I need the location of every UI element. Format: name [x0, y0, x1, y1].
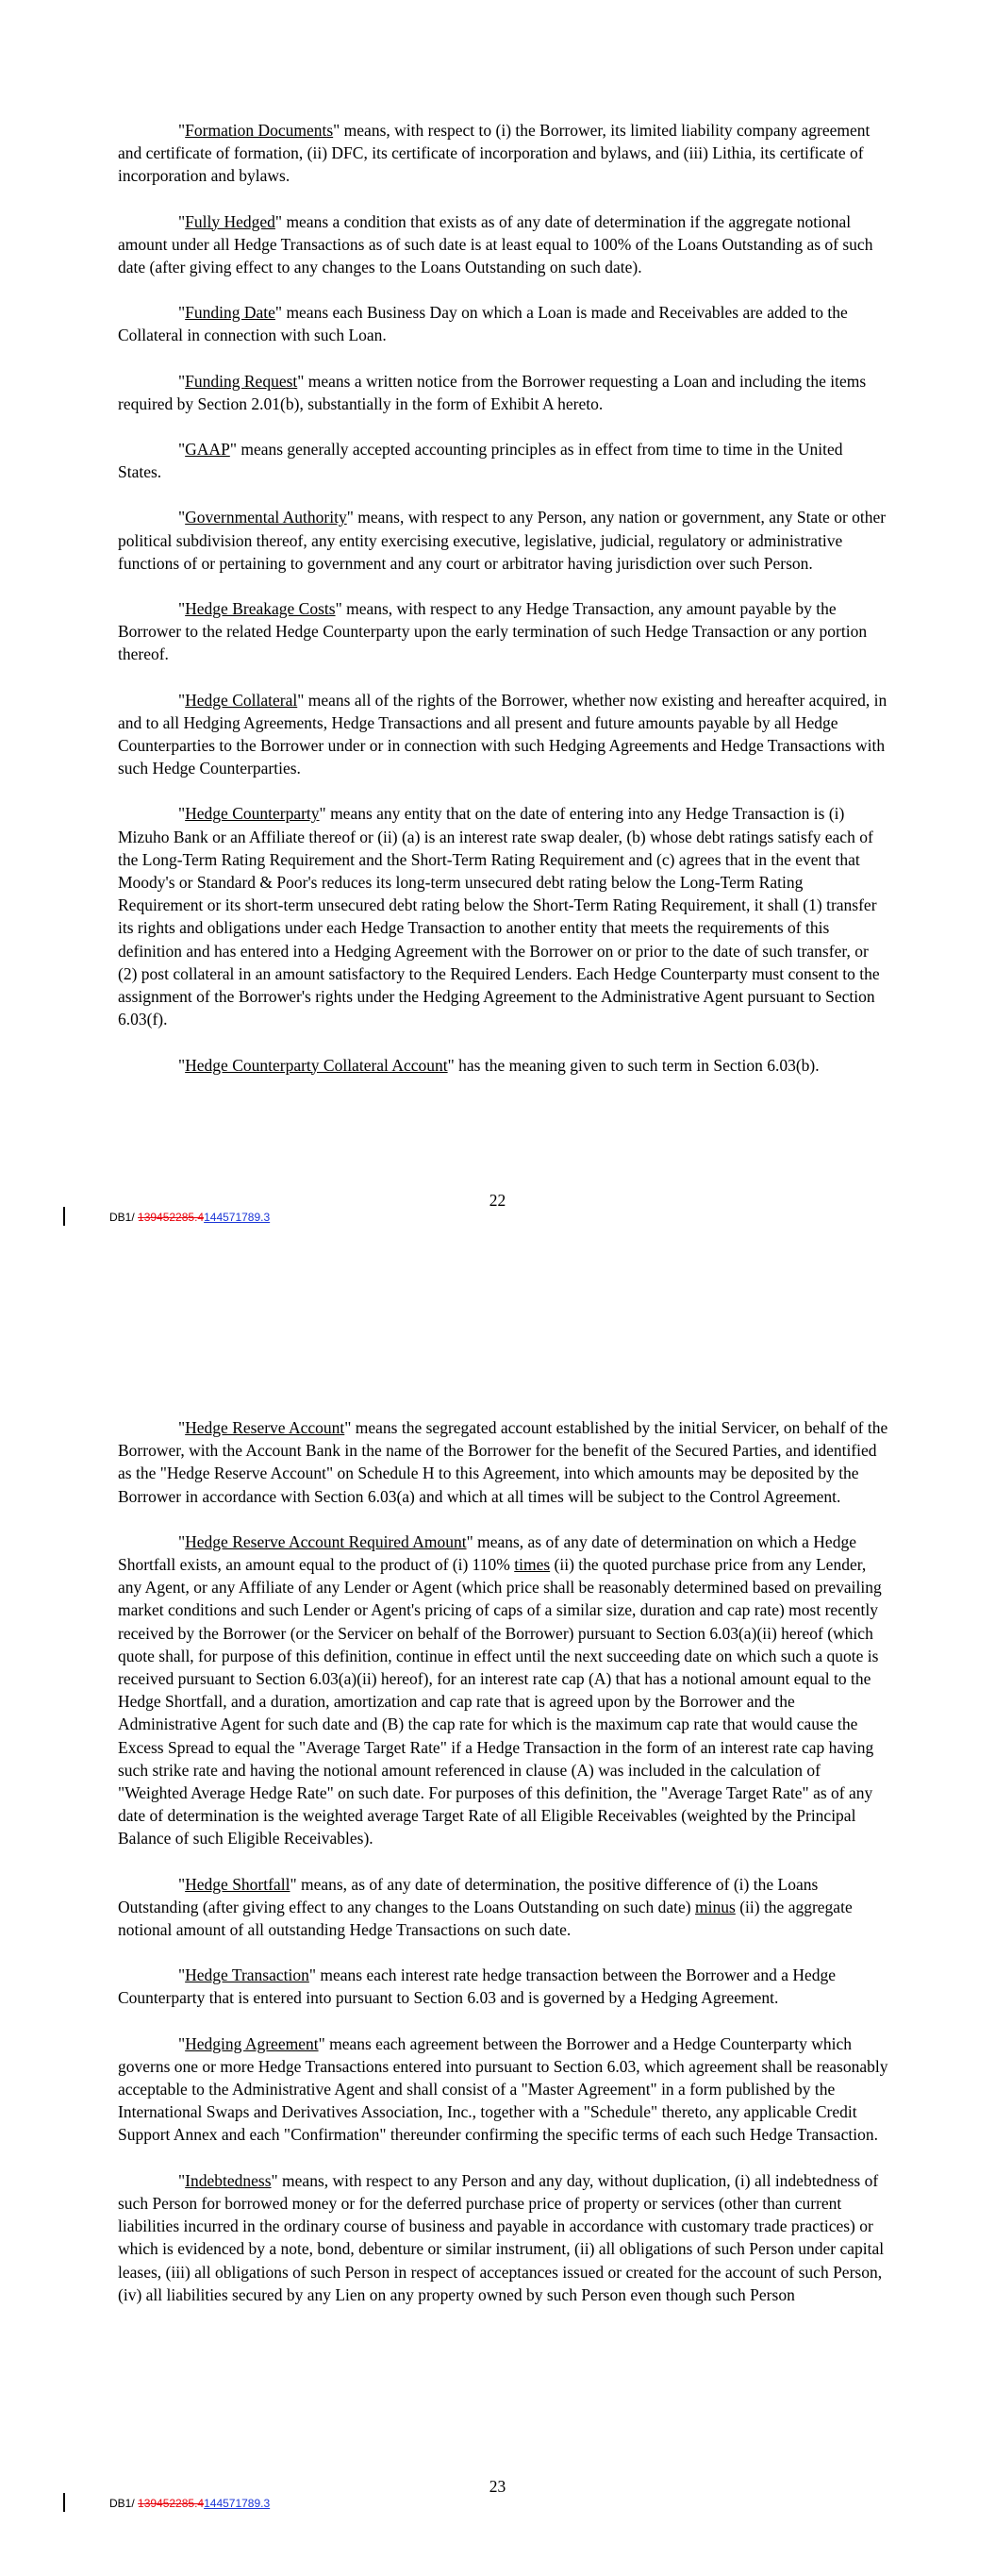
defined-term: GAAP: [185, 440, 230, 460]
definition-paragraph: "Hedge Counterparty" means any entity that on the date of entering into any Hedge Transaction is (i) Mizuho Bank or an Affiliate thereof or (ii) (a) is an interest rate swap dealer, (b) whose debt ratings satisfy each of the Long-Term Rating Requirement and the Short-Term Rating Requirement and (c) agrees that in the event that Moody's or Standard & Poor's reduces its long-term unsecured debt rating below the Long-Term Rating Requirement or its short-term unsecured debt rating below the Short-Term Rating Requirement, it shall (1) transfer its rights and obligations under each Hedge Transaction to another entity that meets the requirements of this definition and has entered into a Hedging Agreement with the Borrower on or prior to the date of such transfer, or (2) post collateral in an amount satisfactory to the Required Lenders. Each Hedge Counterparty must consent to the assignment of the Borrower's rights under the Hedging Agreement to the Administrative Agent pursuant to Section 6.03(f).: [118, 804, 880, 1029]
deleted-doc-number: 139452285.4: [138, 2497, 205, 2510]
definition-paragraph: "Hedge Reserve Account" means the segregated account established by the initial Servicer, on behalf of the Borrower, with the Account Bank in the name of the Borrower for the benefit of the Secured Parties, and identified as the "Hedge Reserve Account" on Schedule H to this Agreement, into which amounts may be deposited by the Borrower in accordance with Section 6.03(a) and which at all times will be subject to the Control Agreement.: [118, 1418, 888, 1506]
underlined-word: minus: [695, 1897, 736, 1916]
defined-term: Funding Request: [185, 371, 298, 391]
document-id: DB1/ 139452285.4144571789.3: [109, 2497, 271, 2510]
page-number: 23: [489, 2477, 506, 2496]
definition-paragraph: "Governmental Authority" means, with respect to any Person, any nation or government, any State or other political subdivision thereof, any entity exercising executive, legislative, judicial, regulatory or administrative functions of or pertaining to government and any court or arbitrator having jurisdiction over such Person.: [118, 508, 887, 573]
defined-term: Hedge Transaction: [185, 1965, 309, 1985]
deleted-doc-number: 139452285.4: [138, 1211, 205, 1224]
definition-paragraph: "Hedge Transaction" means each interest rate hedge transaction between the Borrower and a Hedge Counterparty that is entered into pursuant to Section 6.03 and is governed by a Hedging Agreement.: [118, 1965, 837, 2008]
definition-paragraph: "Hedge Reserve Account Required Amount" means, as of any date of determination on which a Hedge Shortfall exists, an amount equal to the product of (i) 110% times (ii) the quoted purchase price from any Lender, any Agent, or any Affiliate of any Lender or Agent (which price shall be reasonably determined based on prevailing market conditions and such Lender or Agent's pricing of caps of a similar size, duration and cap rate) most recently received by the Borrower (or the Servicer on behalf of the Borrower) pursuant to Section 6.03(a)(ii) hereof (which quote shall, for purpose of this definition, continue in effect until the next succeeding date on which such a quote is received pursuant to Section 6.03(a)(ii) hereof), for an interest rate cap (A) that has a notional amount equal to the Hedge Shortfall, and a duration, amortization and cap rate that is agreed upon by the Borrower and the Administrative Agent for such date and (B) the cap rate for which is the maximum cap rate that would cause the Excess Spread to equal the "Average Target Rate" if a Hedge Transaction in the form of an interest rate cap having such strike rate and having the notional amount referenced in clause (A) was included in the calculation of "Weighted Average Hedge Rate" on such date. For purposes of this definition, the "Average Target Rate" as of any date of determination is the weighted average Target Rate of all Eligible Receivables (weighted by the Principal Balance of such Eligible Receivables).: [118, 1531, 882, 1848]
change-bar: [63, 2493, 65, 2512]
definition-paragraph: "Hedge Shortfall" means, as of any date of determination, the positive difference of (i) the Loans Outstanding (after giving effect to any changes to the Loans Outstanding on such date) minus (ii) the aggregate notional amount of all outstanding Hedge Transactions on such date.: [118, 1874, 853, 1940]
defined-term: Funding Date: [185, 303, 275, 323]
defined-term: Hedge Counterparty Collateral Account: [185, 1055, 448, 1075]
defined-term: Hedge Shortfall: [185, 1874, 290, 1894]
definition-paragraph: "Hedge Breakage Costs" means, with respect to any Hedge Transaction, any amount payable by the Borrower to the related Hedge Counterparty upon the early termination of such Hedge Transaction or any portion thereof.: [118, 599, 868, 664]
defined-term: Hedge Counterparty: [185, 804, 320, 824]
definition-paragraph: "Hedging Agreement" means each agreement between the Borrower and a Hedge Counterparty which governs one or more Hedge Transactions entered into pursuant to Section 6.03, which agreement shall be reasonably acceptable to the Administrative Agent and shall consist of a "Master Agreement" in a form published by the International Swaps and Derivatives Association, Inc., together with a "Schedule" thereto, any applicable Credit Support Annex and each "Confirmation" thereunder confirming the specific terms of each such Hedge Transaction.: [118, 2033, 888, 2145]
inserted-doc-number: 144571789.3: [204, 1211, 271, 1224]
definition-paragraph: "Hedge Collateral" means all of the rights of the Borrower, whether now existing and hereafter acquired, in and to all Hedging Agreements, Hedge Transactions and all present and future amounts payable by all Hedge Counterparties to the Borrower under or in connection with such Hedging Agreements and Hedge Transactions with such Hedge Counterparties.: [118, 690, 887, 778]
page-body: [118, 119, 889, 1099]
defined-term: Hedge Breakage Costs: [185, 599, 336, 619]
definition-paragraph: "GAAP" means generally accepted accounting principles as in effect from time to time in the United States.: [118, 440, 843, 482]
underlined-word: times: [514, 1555, 551, 1575]
definition-paragraph: "Hedge Counterparty Collateral Account" has the meaning given to such term in Section 6.03(b).: [178, 1055, 820, 1075]
defined-term: Fully Hedged: [185, 211, 275, 231]
defined-term: Governmental Authority: [185, 508, 347, 527]
page-number: 22: [489, 1191, 506, 1210]
defined-term: Hedge Collateral: [185, 690, 298, 710]
defined-term: Hedging Agreement: [185, 2033, 319, 2053]
definition-paragraph: "Funding Date" means each Business Day on which a Loan is made and Receivables are added to the Collateral in connection with such Loan.: [118, 303, 848, 345]
defined-term: Formation Documents: [185, 121, 334, 140]
definition-paragraph: "Indebtedness" means, with respect to any Person and any day, without duplication, (i) all indebtedness of such Person for borrowed money or for the deferred purchase price of property or services (other than current liabilities incurred in the ordinary course of business and payable in accordance with customary trade practices) or which is evidenced by a note, bond, debenture or similar instrument, (ii) all obligations of such Person under capital leases, (iii) all obligations of such Person in respect of acceptances issued or created for the account of such Person, (iv) all liabilities secured by any Lien on any property owned by such Person even though such Person: [118, 2170, 885, 2304]
document-page-23: [0, 1288, 995, 2576]
page-body: [118, 1416, 889, 2329]
definition-paragraph: "Fully Hedged" means a condition that exists as of any date of determination if the aggregate notional amount under all Hedge Transactions as of such date is at least equal to 100% of the Loans Outstanding as of such date (after giving effect to any changes to the Loans Outstanding on such date).: [118, 211, 873, 277]
inserted-doc-number: 144571789.3: [204, 2497, 271, 2510]
defined-term: Hedge Reserve Account Required Amount: [185, 1531, 467, 1551]
definition-paragraph: "Funding Request" means a written notice from the Borrower requesting a Loan and including the items required by Section 2.01(b), substantially in the form of Exhibit A hereto.: [118, 371, 867, 413]
defined-term: Hedge Reserve Account: [185, 1418, 345, 1437]
defined-term: Indebtedness: [185, 2170, 272, 2190]
change-bar: [63, 1207, 65, 1226]
definition-paragraph: "Formation Documents" means, with respect to (i) the Borrower, its limited liability company agreement and certificate of formation, (ii) DFC, its certificate of incorporation and bylaws, and (iii) Lithia, its certificate of incorporation and bylaws.: [118, 121, 871, 186]
document-id: DB1/ 139452285.4144571789.3: [109, 1211, 271, 1224]
